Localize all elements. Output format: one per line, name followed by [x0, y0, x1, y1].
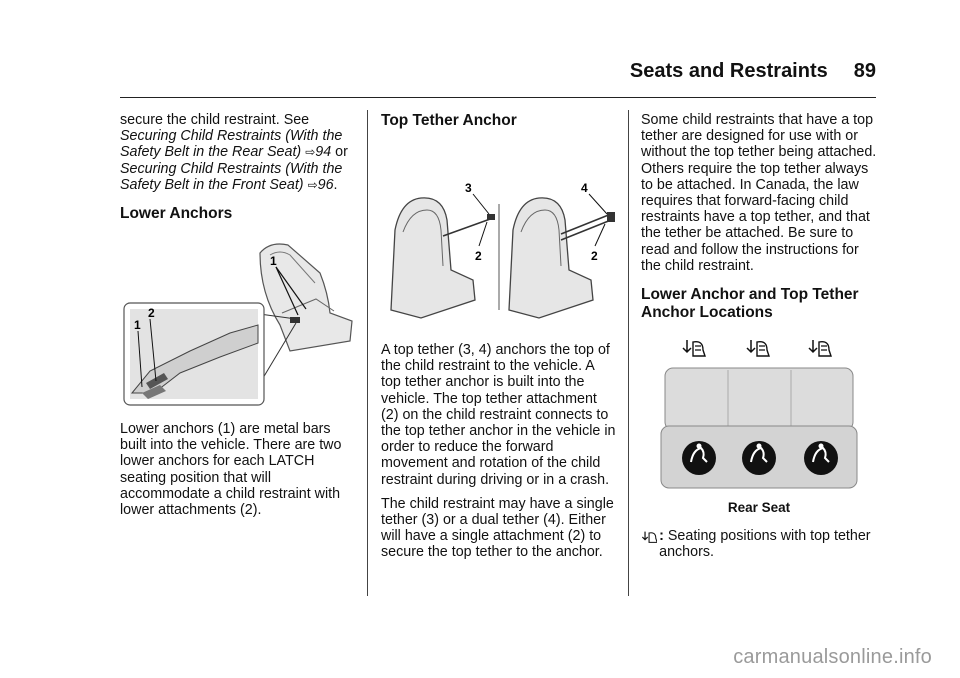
- lower-anchors-figure: [120, 233, 354, 409]
- top-tether-icon: [683, 340, 705, 356]
- watermark: carmanualsonline.info: [733, 646, 932, 668]
- legend-line: [641, 528, 877, 560]
- header-rule: [120, 97, 876, 98]
- callout-label: 1: [134, 318, 141, 333]
- lower-anchor-icon: [682, 441, 716, 475]
- page-number: 89: [853, 60, 876, 82]
- callout-label: 2: [475, 249, 482, 263]
- callout-label: 2: [148, 306, 155, 321]
- xref-page-rear[interactable]: 94: [315, 144, 332, 161]
- legend-colon: :: [659, 528, 664, 545]
- top-tether-figure: [381, 140, 617, 330]
- xref-arrow-icon: ⇨: [307, 177, 318, 192]
- lower-anchor-icon: [804, 441, 838, 475]
- intro-text: secure the child restraint. See: [120, 112, 310, 128]
- xref-link-front[interactable]: Securing Child Restraints (With the Safety Belt in the Front Seat): [120, 160, 343, 193]
- page-header: [630, 60, 876, 83]
- top-tether-paragraph-2: The child restraint may have a single tether (3) or a dual tether (4). Either will have a single attachment (2) to secure the top tether to the anchor.: [381, 495, 614, 561]
- or-text: or: [335, 144, 348, 161]
- top-tether-icon: [747, 340, 769, 356]
- column-divider: [628, 110, 629, 596]
- rear-seat-figure: [641, 332, 877, 494]
- xref-page-front[interactable]: 96: [317, 176, 334, 193]
- top-tether-paragraph-1: A top tether (3, 4) anchors the top of the child restraint to the vehicle. A top tether anchor is built into the vehicle. The top tether attachment (2) on the child restraint connects to the top tether anchor in the vehicle in order to reduce the forward movement and rotation of the child restraint during driving or in a crash.: [381, 342, 616, 488]
- column-3: [641, 112, 877, 561]
- figure-caption: Rear Seat: [727, 500, 791, 516]
- legend-text-block: [659, 528, 877, 560]
- intro-paragraph: secure the child restraint. See Securing Child Restraints (With the Safety Belt in the Rear Seat) ⇨94 or Securing Child Restraints (With the Safety Belt in the Front Seat) ⇨96.: [120, 112, 348, 193]
- column-divider: [367, 110, 368, 596]
- callout-label: 3: [465, 181, 472, 195]
- column-1: [120, 112, 354, 526]
- legend-text: Seating positions with top tether anchors.: [659, 528, 871, 561]
- callout-label: 4: [581, 181, 588, 195]
- lower-anchors-body: Lower anchors (1) are metal bars built into the vehicle. There are two lower anchors for each LATCH seating position that will accommodate a child restraint with lower attachments (2).: [120, 421, 342, 519]
- top-tether-icon: [809, 340, 831, 356]
- xref-arrow-icon: ⇨: [305, 145, 316, 160]
- tether-requirements-paragraph: Some child restraints that have a top tether are designed for use with or without the top tether being attached. Others require the top tether always to be attached. In Canada, the law requires that forward-facing child restraints have a top tether, and that the tether be attached. Be sure to read and follow the instructions for the child restraint.: [641, 112, 877, 274]
- anchor-locations-heading: Lower Anchor and Top Tether Anchor Locations: [641, 286, 859, 322]
- column-2: [381, 112, 617, 569]
- callout-label: 2: [591, 249, 598, 263]
- top-tether-icon: [641, 528, 657, 546]
- lower-anchor-icon: [742, 441, 776, 475]
- lower-anchors-heading: Lower Anchors: [120, 205, 233, 223]
- section-title: Seats and Restraints: [629, 60, 828, 82]
- callout-label: 1: [270, 254, 277, 269]
- xref-link-rear[interactable]: Securing Child Restraints (With the Safety Belt in the Rear Seat): [120, 128, 343, 161]
- top-tether-heading: Top Tether Anchor: [381, 112, 517, 129]
